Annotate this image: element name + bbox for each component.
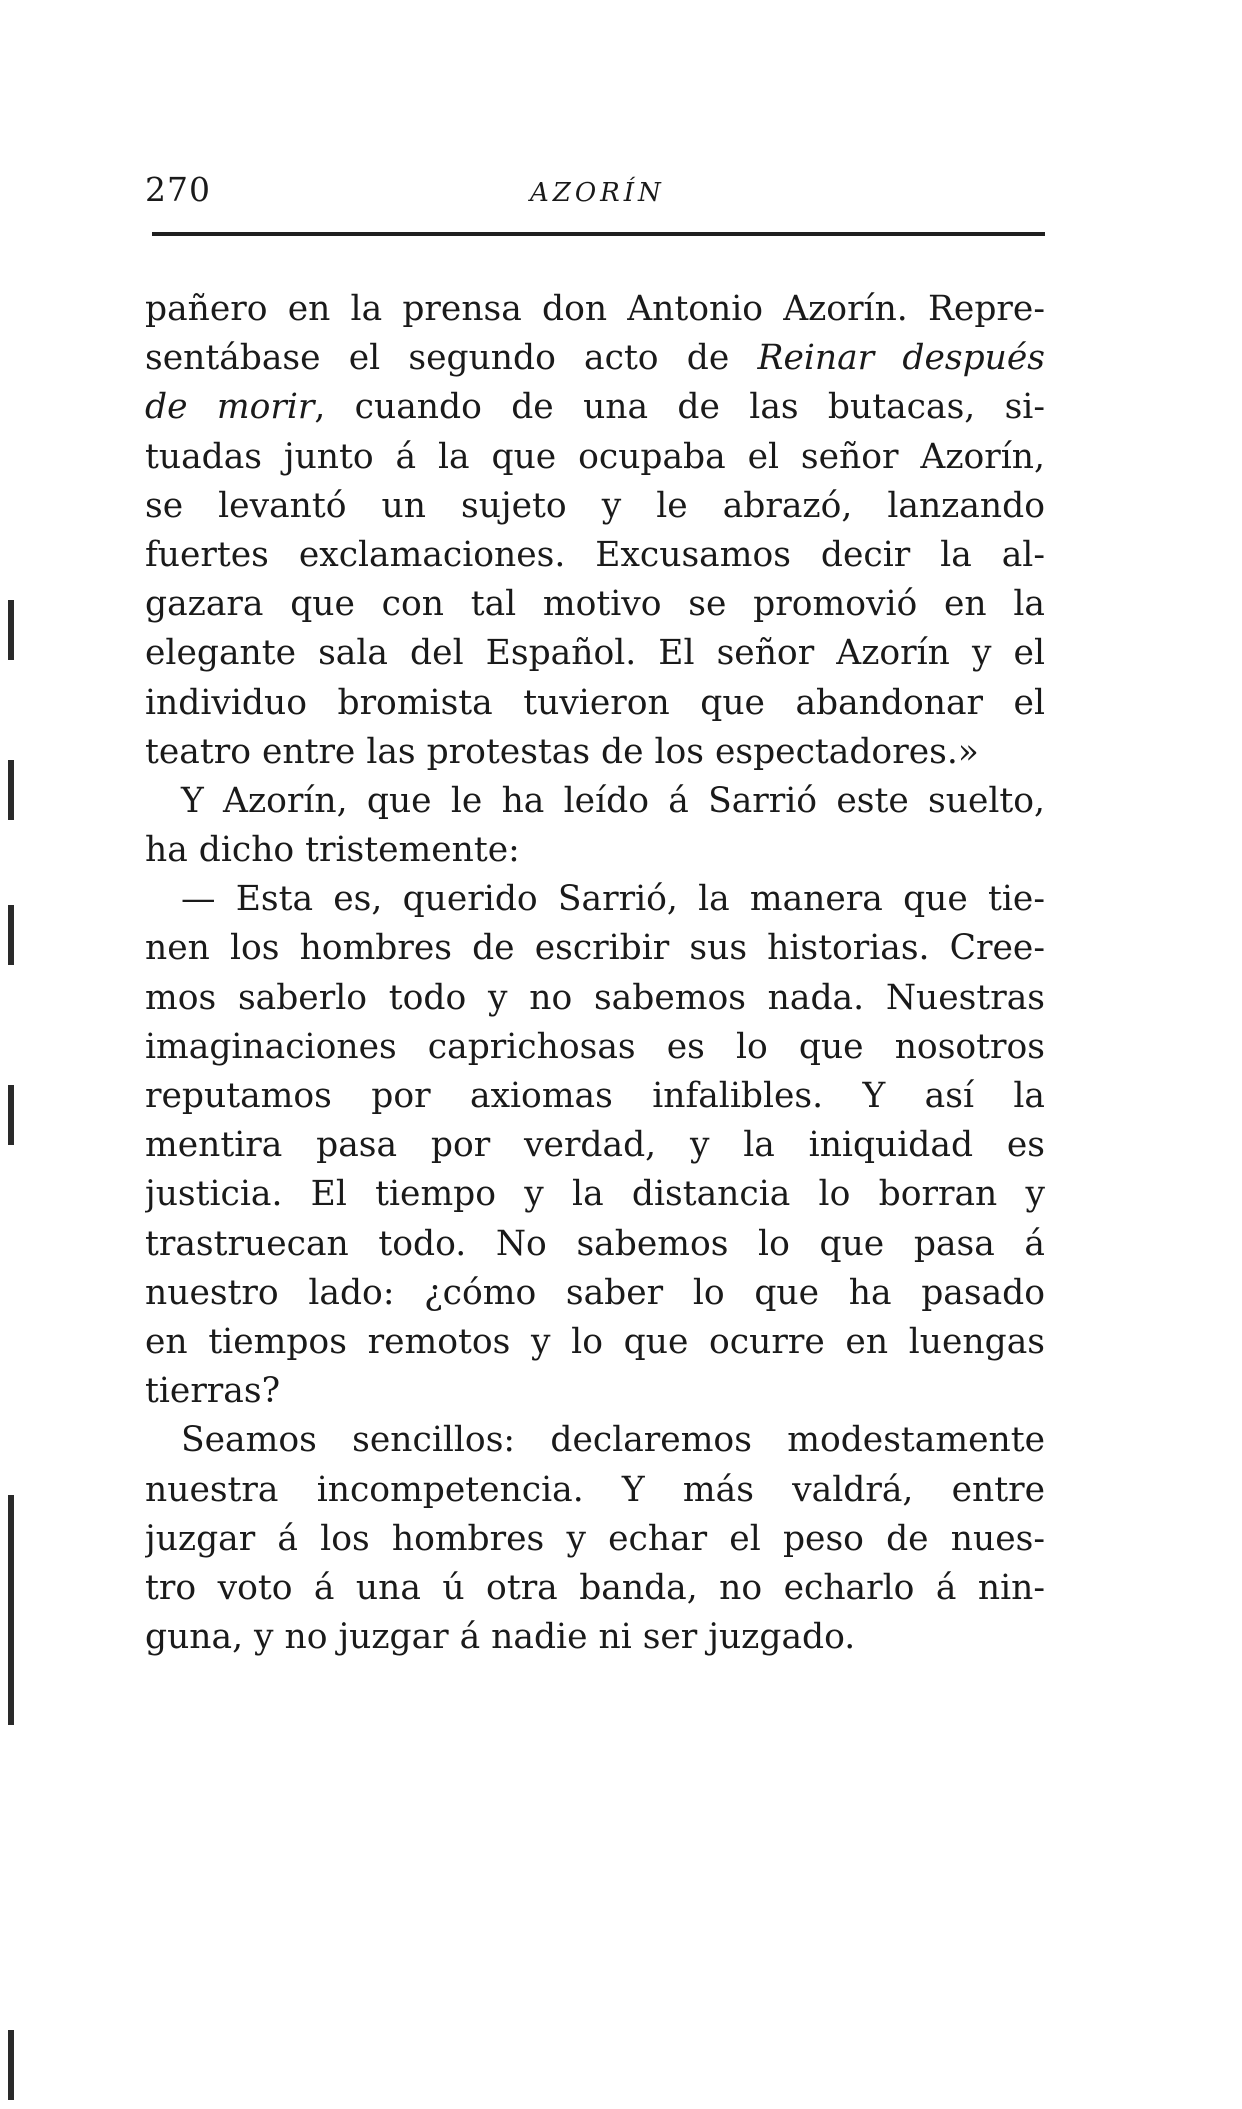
text-line [145,1220,1045,1269]
page-number: 270 [145,170,211,209]
text-line [145,826,1045,875]
text-run: pañero en la prensa don Antonio Azorín. Repre- [145,289,1045,329]
text-run: , cuando de una de las butacas, si- [314,387,1045,428]
header-rule [152,232,1045,236]
text-run: mos saberlo todo y no sabemos nada. Nuestras [145,977,1045,1018]
text-line [145,1613,1045,1662]
text-line [145,334,1045,383]
binding-mark [8,905,14,965]
text-line [145,1466,1045,1515]
text-run: juzgar á los hombres y echar el peso de nues- [145,1518,1045,1559]
text-run: trastruecan todo. No sabemos lo que pasa á [145,1223,1045,1264]
text-line [145,924,1045,973]
text-run: en tiempos remotos y lo que ocurre en luengas [145,1321,1045,1362]
text-run: guna, y no juzgar á nadie ni ser juzgado. [145,1617,856,1658]
italic-title-run: de morir [145,387,315,428]
text-run: tuadas junto á la que ocupaba el señor Azorín, [145,436,1045,477]
text-run: reputamos por axiomas infalibles. Y así la [145,1076,1045,1116]
text-line [145,728,1045,777]
text-line [145,875,1045,924]
text-run: gazara que con tal motivo se promovió en la [145,584,1045,625]
text-line [145,777,1045,826]
text-run: elegante sala del Español. El señor Azorín y el [145,633,1045,674]
body-text [145,285,1045,1662]
text-run: teatro entre las protestas de los espectadores.» [145,731,979,772]
italic-title-run: Reinar después [757,338,1045,379]
text-run: individuo bromista tuvieron que abandonar el [145,682,1045,723]
text-line [145,482,1045,531]
text-line [145,285,1045,334]
text-run: nen los hombres de escribir sus historias. Cree- [145,928,1045,969]
text-line [145,679,1045,728]
text-line [145,1072,1045,1121]
text-line [145,1367,1045,1416]
text-line [145,580,1045,629]
text-run: justicia. El tiempo y la distancia lo borran y [145,1174,1045,1215]
text-run: ha dicho tristemente: [145,830,520,871]
page-header [145,170,1045,220]
binding-mark [8,760,14,820]
text-line [145,1515,1045,1564]
text-run: se levantó un sujeto y le abrazó, lanzando [145,485,1045,526]
text-run: nuestra incompetencia. Y más valdrá, entre [145,1469,1045,1510]
text-run: — Esta es, querido Sarrió, la manera que tie- [181,879,1045,920]
text-line [145,383,1045,432]
binding-mark [8,600,14,660]
text-run: sentábase el segundo acto de [145,338,758,379]
text-run: Y Azorín, que le ha leído á Sarrió este suelto, [181,780,1045,821]
text-run: mentira pasa por verdad, y la iniquidad es [145,1125,1045,1166]
text-line [145,433,1045,482]
text-run: fuertes exclamaciones. Excusamos decir la al- [145,534,1045,575]
text-line [145,1023,1045,1072]
text-run: tro voto á una ú otra banda, no echarlo á nin- [145,1567,1045,1608]
text-line [145,1170,1045,1219]
text-line [145,1269,1045,1318]
text-run: tierras? [145,1371,281,1412]
text-line [145,531,1045,580]
text-line [145,1416,1045,1465]
text-line [145,1564,1045,1613]
binding-mark [8,1495,14,1725]
binding-mark [8,1085,14,1145]
text-run: nuestro lado: ¿cómo saber lo que ha pasado [145,1272,1045,1313]
binding-mark [8,2030,14,2100]
text-line [145,1121,1045,1170]
text-run: Seamos sencillos: declaremos modestamente [181,1420,1045,1461]
running-title: AZORÍN [530,178,665,208]
text-line [145,974,1045,1023]
text-run: imaginaciones caprichosas es lo que nosotros [145,1026,1045,1067]
text-line [145,1318,1045,1367]
text-line [145,629,1045,678]
